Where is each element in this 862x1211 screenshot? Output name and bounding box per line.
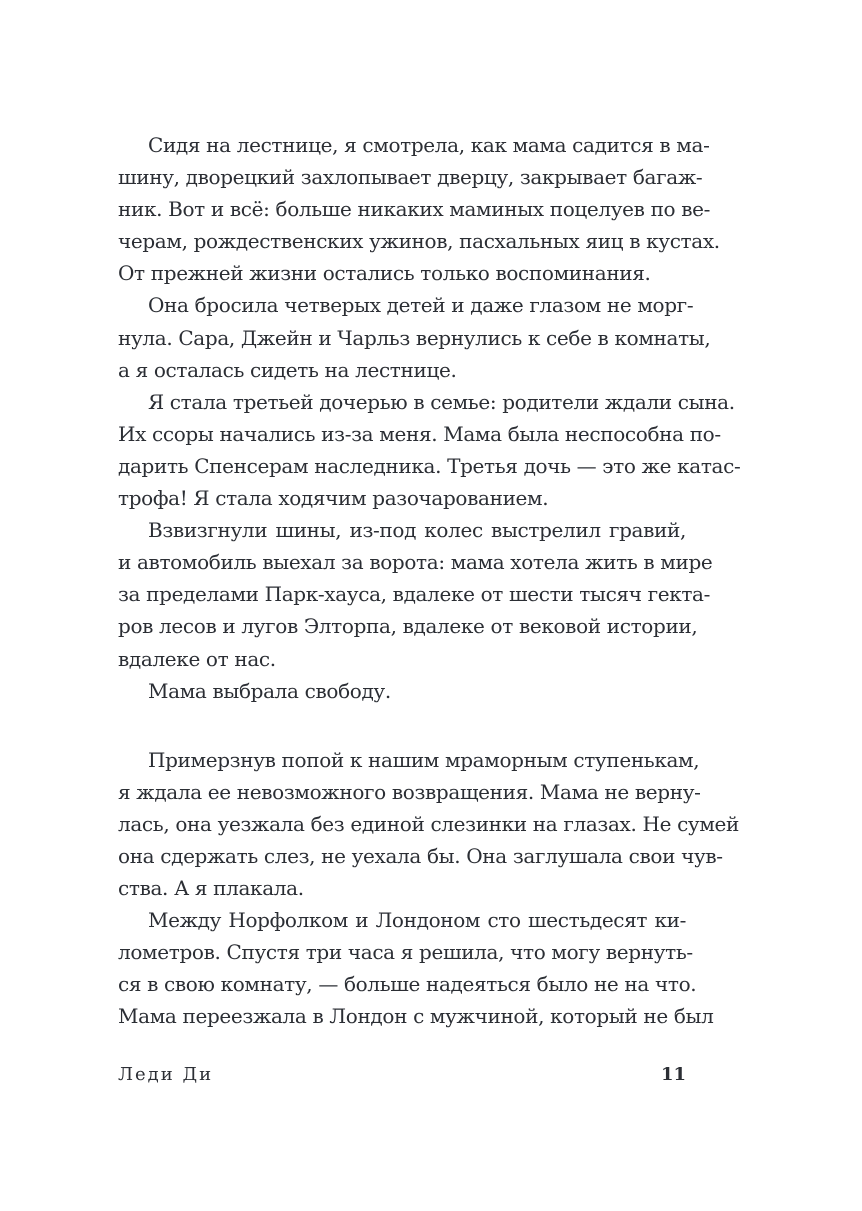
section-break: [118, 707, 686, 744]
text-line: Я стала третьей дочерью в семье: родители ждали сына.: [148, 389, 735, 414]
text-line: нула. Сара, Джейн и Чарльз вернулись к себе в комнаты,: [118, 325, 711, 350]
text-line: Взвизгнули шины, из-под колес выстрелил гравий,: [148, 518, 686, 543]
text-line: а я осталась сидеть на лестнице.: [118, 357, 457, 382]
text-line: шину, дворецкий захлопывает дверцу, закрывает багаж-: [118, 165, 703, 190]
text-line: Мама выбрала свободу.: [148, 678, 391, 703]
text-line: Примерзнув попой к нашим мраморным ступенькам,: [148, 747, 700, 772]
text-line: лометров. Спустя три часа я решила, что могу вернуть-: [118, 940, 693, 965]
page-body: [118, 129, 741, 1033]
running-title: Леди Ди: [118, 1064, 214, 1085]
text-line: Она бросила четверых детей и даже глазом не морг-: [148, 293, 694, 318]
text-line: я ждала ее невозможного возвращения. Мама не верну-: [118, 779, 701, 804]
text-line: лась, она уезжала без единой слезинки на глазах. Не сумей: [118, 811, 740, 836]
text-line: Мама переезжала в Лондон с мужчиной, который не был: [118, 1004, 714, 1029]
text-line: ся в свою комнату, — больше надеяться было не на что.: [118, 972, 697, 997]
text-line: она сдержать слез, не уехала бы. Она заглушала свои чув-: [118, 843, 723, 868]
text-line: От прежней жизни остались только воспоминания.: [118, 261, 651, 286]
page-number: 11: [660, 1064, 686, 1085]
text-line: ства. А я плакала.: [118, 876, 304, 901]
text-line: трофа! Я стала ходячим разочарованием.: [118, 486, 549, 511]
text-line: и автомобиль выехал за ворота: мама хотела жить в мире: [118, 550, 713, 575]
text-line: черам, рождественских ужинов, пасхальных яиц в кустах.: [118, 229, 720, 254]
text-line: ров лесов и лугов Элторпа, вдалеке от вековой истории,: [118, 614, 698, 639]
text-line: вдалеке от нас.: [118, 646, 276, 671]
text-line: Сидя на лестнице, я смотрела, как мама садится в ма-: [148, 133, 710, 157]
text-line: Их ссоры начались из-за меня. Мама была неспособна по-: [118, 421, 721, 446]
text-line: за пределами Парк-хауса, вдалеке от шести тысяч гекта-: [118, 582, 711, 607]
text-line: дарить Спенсерам наследника. Третья дочь — это же катас-: [118, 453, 741, 478]
text-line: ник. Вот и всё: больше никаких маминых поцелуев по ве-: [118, 197, 711, 222]
text-line: Между Норфолком и Лондоном сто шестьдесят ки-: [148, 908, 686, 933]
